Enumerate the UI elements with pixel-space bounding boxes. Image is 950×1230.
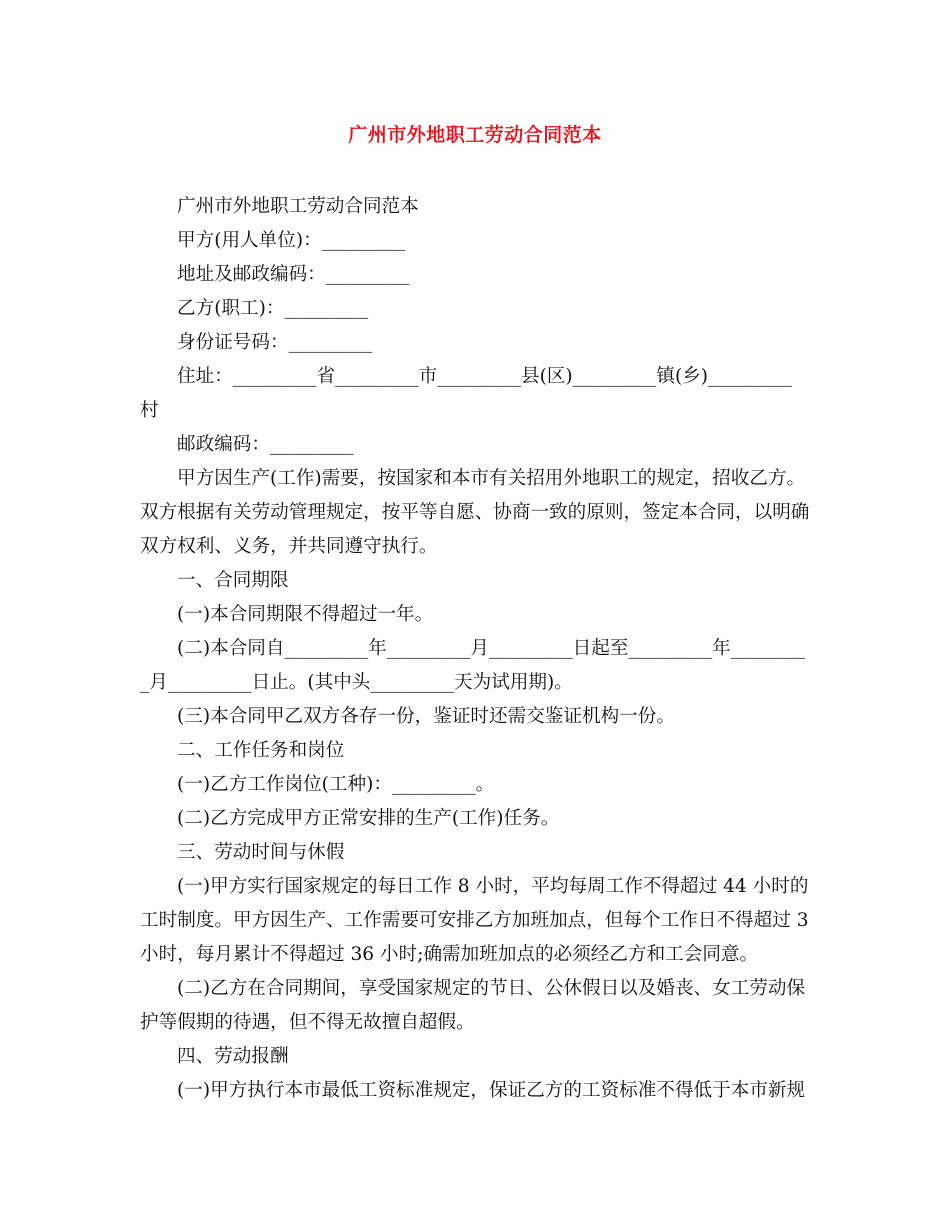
paragraph-line: 三、劳动时间与休假 [177, 842, 345, 863]
paragraph-line: 乙方(职工)：_________ [177, 298, 369, 319]
paragraph-line: 小时，每月累计不得超过 36 小时;确需加班加点的必须经乙方和工会同意。 [140, 944, 759, 965]
paragraph-line: (三)本合同甲乙双方各存一份，鉴证时还需交鉴证机构一份。 [177, 706, 675, 727]
paragraph-line: 护等假期的待遇，但不得无故擅自超假。 [140, 1012, 475, 1033]
paragraph-line: 邮政编码：_________ [177, 434, 354, 455]
paragraph-line: 甲方(用人单位)：_________ [177, 230, 406, 251]
paragraph-line: _月_________日止。(其中头_________天为试用期)。 [140, 672, 573, 693]
paragraph-line: (二)乙方完成甲方正常安排的生产(工作)任务。 [177, 808, 560, 829]
paragraph-line: 二、工作任务和岗位 [177, 740, 345, 761]
paragraph-line: 地址及邮政编码：_________ [177, 264, 410, 285]
paragraph-line: 工时制度。甲方因生产、工作需要可安排乙方加班加点，但每个工作日不得超过 3 [140, 910, 809, 931]
paragraph-line: (二)乙方在合同期间，享受国家规定的节日、公休假日以及婚丧、女工劳动保 [177, 978, 806, 999]
paragraph-line: (一)本合同期限不得超过一年。 [177, 604, 434, 625]
paragraph-line: 一、合同期限 [177, 570, 289, 591]
paragraph-line: 四、劳动报酬 [177, 1046, 289, 1067]
paragraph-line: 住址：_________省_________市_________县(区)_________镇(乡)_________ [177, 366, 792, 387]
paragraph-line: (二)本合同自_________年_________月_________日起至_________年________ [177, 638, 806, 659]
paragraph-line: (一)乙方工作岗位(工种)：_________。 [177, 774, 495, 795]
document-title: 广州市外地职工劳动合同范本 [348, 124, 602, 146]
paragraph-line: 双方根据有关劳动管理规定，按平等自愿、协商一致的原则，签定本合同，以明确 [140, 502, 810, 523]
paragraph-line: (一)甲方执行本市最低工资标准规定，保证乙方的工资标准不得低于本市新规 [177, 1080, 806, 1101]
paragraph-line: 村 [140, 400, 159, 421]
paragraph-line: 甲方因生产(工作)需要，按国家和本市有关招用外地职工的规定，招收乙方。 [177, 468, 806, 489]
paragraph-line: 双方权利、义务，并共同遵守执行。 [140, 536, 438, 557]
paragraph-line: (一)甲方实行国家规定的每日工作 8 小时，平均每周工作不得超过 44 小时的 [177, 876, 809, 897]
document-body [140, 190, 812, 1108]
paragraph-line: 身份证号码：_________ [177, 332, 373, 353]
paragraph-line: 广州市外地职工劳动合同范本 [177, 196, 419, 217]
